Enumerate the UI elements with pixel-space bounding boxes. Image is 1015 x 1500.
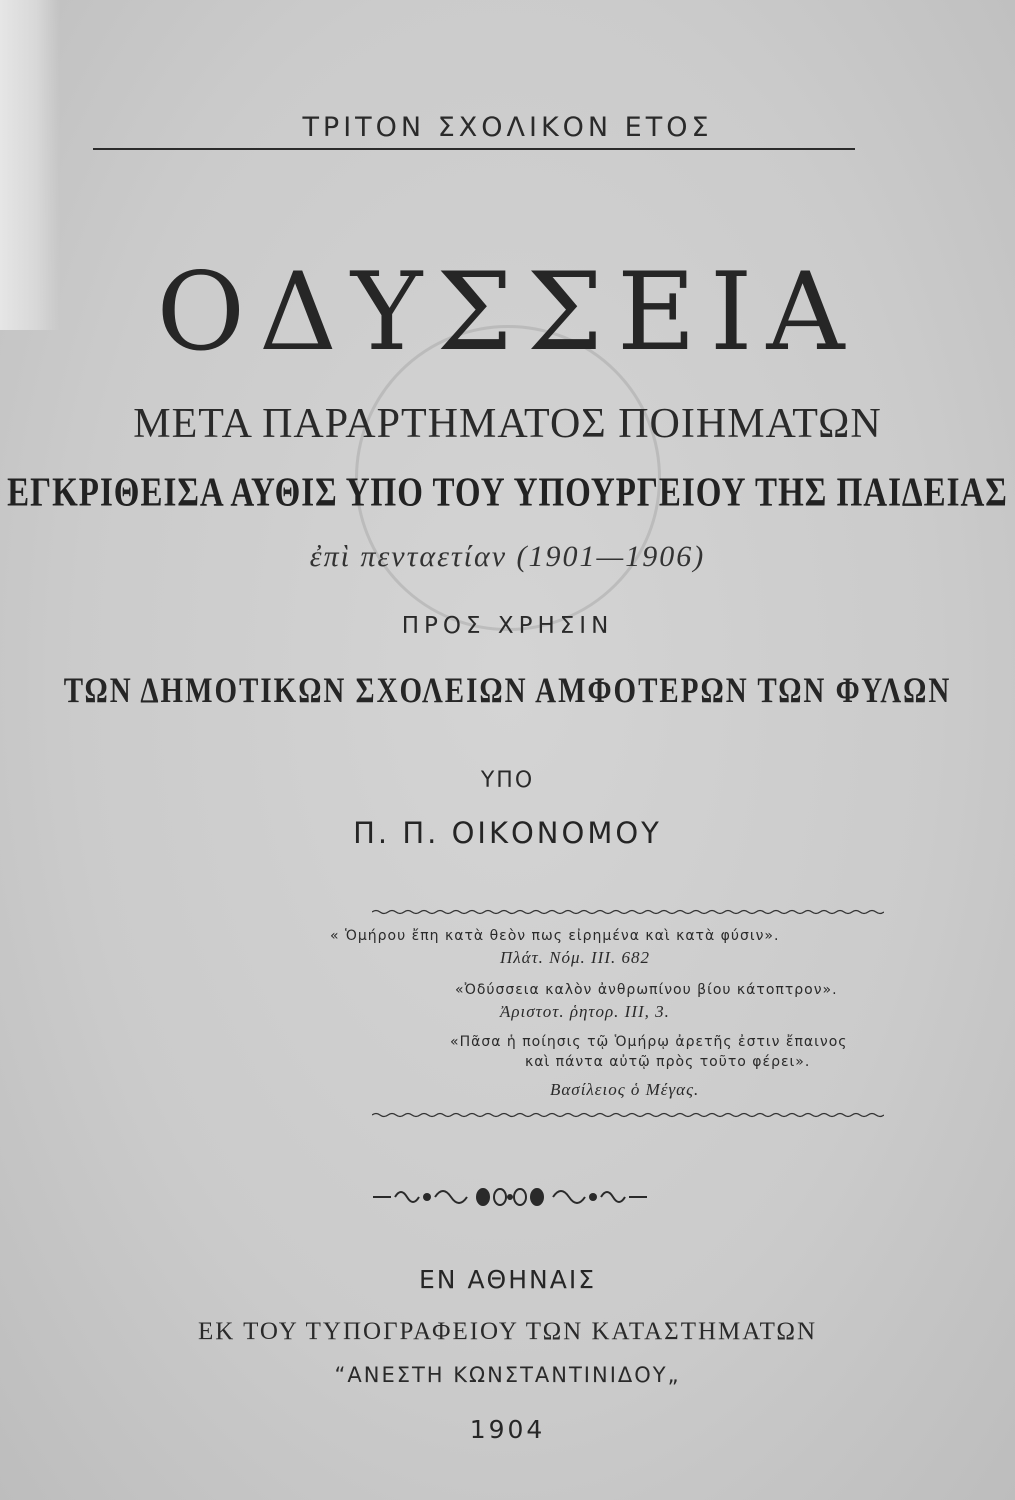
book-title: ΟΔΥΣΣΕΙΑ — [156, 250, 859, 375]
imprint-year: 1904 — [469, 1415, 546, 1444]
author-name: Π. Π. ΟΙΚΟΝΟΜΟΥ — [353, 816, 662, 850]
epigraph-3-text-cont: καὶ πάντα αὐτῷ πρὸς τοῦτο φέρει». — [525, 1054, 811, 1070]
wavy-rule-top — [372, 909, 884, 915]
epigraph-2-source: Ἀριστοτ. ῥητορ. ΙΙΙ, 3. — [500, 1002, 670, 1021]
approval-line: ΕΓΚΡΙΘΕΙΣΑ ΑΥΘΙΣ ΥΠΟ ΤΟΥ ΥΠΟΥΡΓΕΙΟΥ ΤΗΣ ΠΑΙΔΕΙΑΣ — [7, 470, 1008, 516]
imprint-press: “ΑΝΕΣΤΗ ΚΩΝΣΤΑΝΤΙΝΙΔΟΥ„ — [334, 1363, 681, 1387]
decorative-ornament-icon — [365, 1185, 655, 1209]
top-rule — [93, 148, 855, 150]
epigraph-3-source: Βασίλειος ὁ Μέγας. — [550, 1080, 700, 1099]
series-line: ΤΡΙΤΟΝ ΣΧΟΛΙΚΟΝ ΕΤΟΣ — [302, 112, 713, 143]
epigraph-1-text: « Ὁμήρου ἔπη κατὰ θεὸν πως εἰρημένα καὶ κατὰ φύσιν». — [330, 928, 780, 944]
epigraph-2-text: «Ὀδύσσεια καλὸν ἀνθρωπίνου βίου κάτοπτρον». — [455, 982, 838, 998]
epigraph-3-text: «Πᾶσα ἡ ποίησις τῷ Ὁμήρῳ ἀρετῆς ἐστιν ἔπαινος — [450, 1034, 848, 1050]
imprint-printer: ΕΚ ΤΟΥ ΤΥΠΟΓΡΑΦΕΙΟΥ ΤΩΝ ΚΑΤΑΣΤΗΜΑΤΩΝ — [197, 1318, 818, 1345]
for-use-line: ΠΡΟΣ ΧΡΗΣΙΝ — [401, 613, 614, 639]
imprint-city: ΕΝ ΑΘΗΝΑΙΣ — [419, 1265, 596, 1294]
by-line: ΥΠΟ — [480, 768, 535, 793]
approval-period: ἐπὶ πενταετίαν (1901—1906) — [309, 540, 706, 573]
schools-line: ΤΩΝ ΔΗΜΟΤΙΚΩΝ ΣΧΟΛΕΙΩΝ ΑΜΦΟΤΕΡΩΝ ΤΩΝ ΦΥΛΩΝ — [63, 670, 952, 711]
book-subtitle: ΜΕΤΑ ΠΑΡΑΡΤΗΜΑΤΟΣ ΠΟΙΗΜΑΤΩΝ — [133, 401, 882, 447]
epigraph-1-source: Πλάτ. Νόμ. ΙΙΙ. 682 — [500, 948, 651, 967]
wavy-rule-bottom — [372, 1112, 884, 1118]
